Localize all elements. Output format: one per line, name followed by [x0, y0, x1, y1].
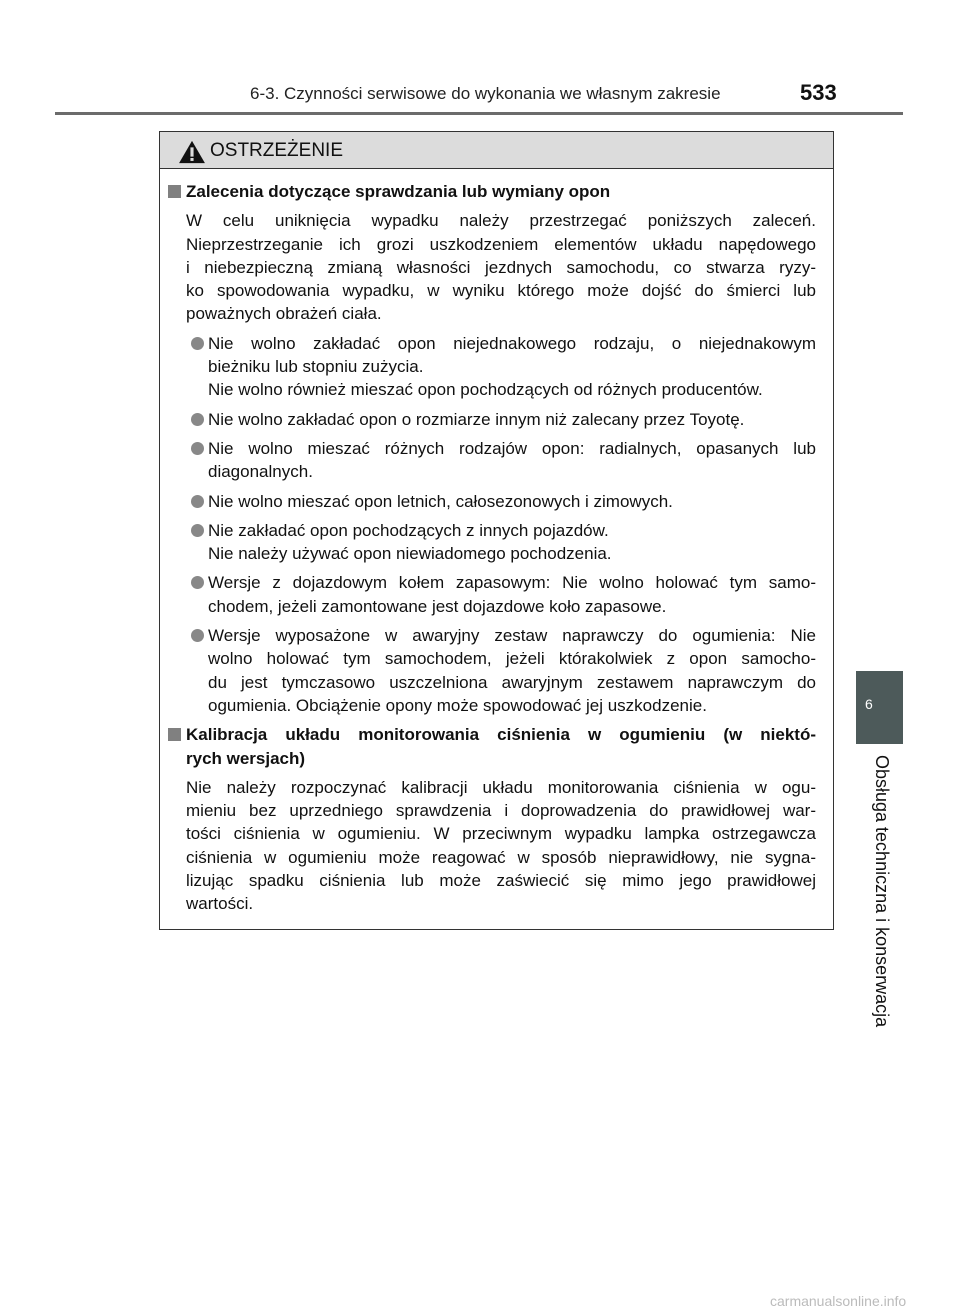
bullet-item — [160, 624, 816, 717]
bullet-item — [160, 490, 816, 513]
warning-title-bar — [160, 132, 833, 169]
text-line: Kalibracja układu monitorowania ciśnienia w ogumieniu (w niektó- — [186, 725, 816, 745]
paragraph — [160, 209, 816, 325]
section-heading — [160, 723, 816, 770]
text-line: rych wersjach) — [186, 748, 306, 768]
bullet-item — [160, 437, 816, 484]
square-bullet-icon — [168, 728, 181, 741]
text-line: diagonalnych. — [208, 462, 313, 482]
bullet-item — [160, 571, 816, 618]
text-line: Nie należy używać opon niewiadomego pochodzenia. — [208, 544, 612, 564]
round-bullet-icon — [191, 576, 204, 589]
text-line: Nieprzestrzeganie ich grozi uszkodzeniem elementów układu napędowego — [186, 234, 816, 254]
warning-content — [160, 180, 833, 922]
text-line: ko spowodowania wypadku, w wyniku którego może dojść do śmierci lub — [186, 281, 816, 301]
round-bullet-icon — [191, 495, 204, 508]
warning-icon — [177, 140, 207, 164]
text-line: wartości. — [186, 894, 254, 914]
warning-title: OSTRZEŻENIE — [210, 140, 344, 161]
warning-box — [159, 131, 834, 930]
round-bullet-icon — [191, 337, 204, 350]
text-line: Nie wolno mieszać opon letnich, całosezonowych i zimowych. — [208, 491, 673, 511]
text-line: lizując spadku ciśnienia lub może zaświecić się mimo jego prawidłowej — [186, 871, 816, 891]
text-line: du jest tymczasowo uszczelniona awaryjnym zestawem naprawczym do — [208, 672, 816, 692]
header-divider — [55, 112, 903, 115]
text-line: W celu uniknięcia wypadku należy przestrzegać poniższych zaleceń. — [186, 211, 816, 231]
text-line: Wersje wyposażone w awaryjny zestaw naprawczy do ogumienia: Nie — [208, 626, 816, 646]
round-bullet-icon — [191, 524, 204, 537]
text-line: Zalecenia dotyczące sprawdzania lub wymiany opon — [186, 182, 611, 201]
watermark: carmanualsonline.info — [770, 1293, 907, 1309]
text-line: Nie należy rozpoczynać kalibracji układu monitorowania ciśnienia w ogu- — [186, 777, 816, 797]
text-line: Nie wolno mieszać różnych rodzajów opon: radialnych, opasanych lub — [208, 438, 816, 458]
text-line: Nie wolno również mieszać opon pochodzących od różnych producentów. — [208, 380, 763, 400]
text-line: chodem, jeżeli zamontowane jest dojazdowe koło zapasowe. — [208, 596, 667, 616]
bullet-item — [160, 408, 816, 431]
text-line: Wersje z dojazdowym kołem zapasowym: Nie wolno holować tym samo- — [208, 573, 816, 593]
text-line: wolno holować tym samochodem, jeżeli którakolwiek z opon samocho- — [208, 649, 816, 669]
section-heading — [160, 180, 816, 203]
text-line: tości ciśnienia w ogumieniu. W przeciwnym wypadku lampka ostrzegawcza — [186, 824, 816, 844]
chapter-label: Obsługa techniczna i konserwacja — [872, 755, 892, 1028]
round-bullet-icon — [191, 413, 204, 426]
page-number: 533 — [800, 80, 837, 105]
bullet-item — [160, 332, 816, 402]
text-line: bieżniku lub stopniu zużycia. — [208, 357, 424, 377]
text-line: Nie wolno zakładać opon niejednakowego rodzaju, o niejednakowym — [208, 333, 816, 353]
section-title: 6-3. Czynności serwisowe do wykonania we własnym zakresie — [250, 84, 721, 103]
round-bullet-icon — [191, 442, 204, 455]
bullet-item — [160, 519, 816, 566]
text-line: i niebezpieczną zmianą własności jezdnych samochodu, co stwarza ryzy- — [186, 257, 816, 277]
text-line: mieniu bez uprzedniego sprawdzenia i doprowadzenia do prawidłowej war- — [186, 801, 816, 821]
paragraph — [160, 776, 816, 916]
square-bullet-icon — [168, 185, 181, 198]
round-bullet-icon — [191, 629, 204, 642]
text-line: ciśnienia w ogumieniu może reagować w sposób nieprawidłowy, nie sygna- — [186, 847, 816, 867]
text-line: ogumienia. Obciążenie opony może spowodować jej uszkodzenie. — [208, 695, 707, 715]
text-line: poważnych obrażeń ciała. — [186, 304, 382, 324]
chapter-tab — [856, 671, 903, 744]
text-line: Nie zakładać opon pochodzących z innych pojazdów. — [208, 520, 609, 540]
text-line: Nie wolno zakładać opon o rozmiarze innym niż zalecany przez Toyotę. — [208, 409, 745, 429]
chapter-number: 6 — [865, 696, 873, 712]
